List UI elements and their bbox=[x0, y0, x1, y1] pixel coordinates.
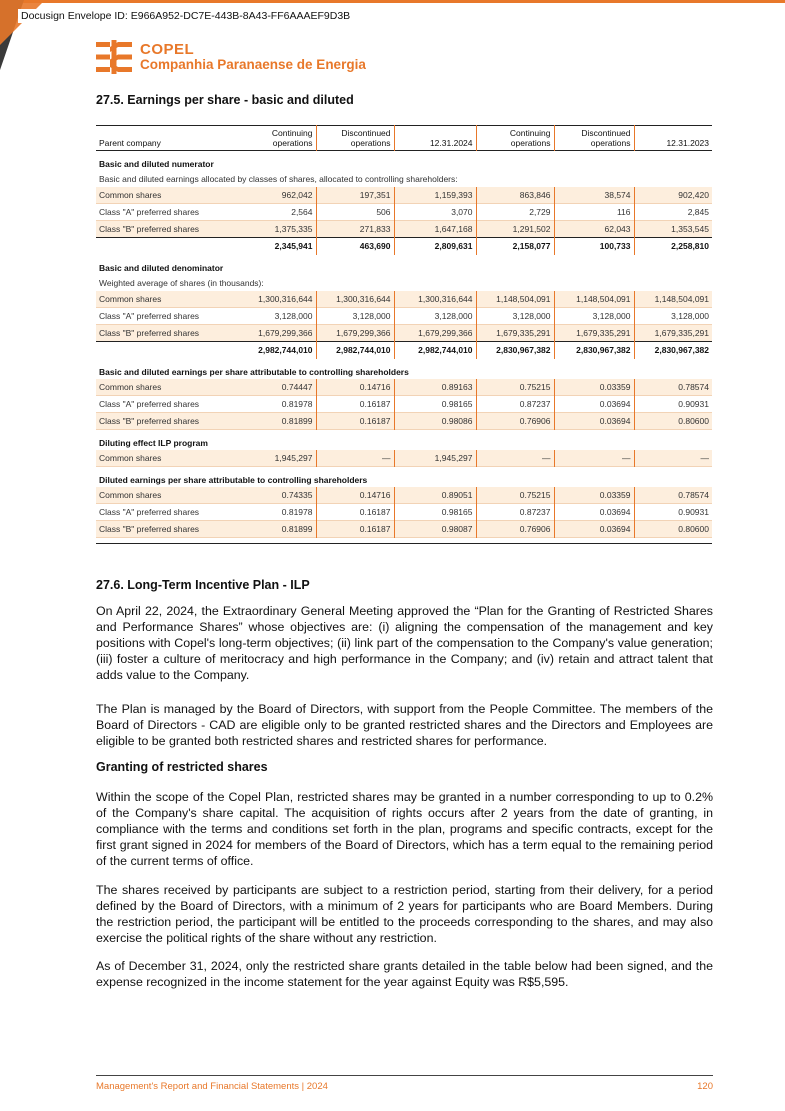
col-header: Continuing operations bbox=[250, 126, 316, 151]
group-title-row bbox=[96, 467, 712, 487]
cell-value: 1,353,545 bbox=[634, 221, 712, 238]
cell-value: 0.78574 bbox=[634, 487, 712, 504]
group-note: Weighted average of shares (in thousands): bbox=[99, 277, 264, 288]
cell-value: 0.98165 bbox=[394, 504, 476, 521]
cell-value: 1,148,504,091 bbox=[476, 291, 554, 308]
cell-value: 0.16187 bbox=[316, 396, 394, 413]
table-row bbox=[96, 325, 712, 342]
paragraph: As of December 31, 2024, only the restricted share grants detailed in the table below had been signed, and the expense recognized in the income statement for the year against Equity was R$5,595. bbox=[96, 959, 713, 989]
cell-value: 1,159,393 bbox=[394, 187, 476, 204]
cell-value: — bbox=[554, 450, 634, 467]
eps-table bbox=[96, 125, 712, 544]
cell-value: 1,300,316,644 bbox=[394, 291, 476, 308]
cell-value: 2,845 bbox=[687, 207, 709, 217]
cell-value: 1,300,316,644 bbox=[250, 291, 316, 308]
page-number: 120 bbox=[697, 1081, 713, 1092]
group-title-row bbox=[96, 359, 712, 379]
row-label: Class "B" preferred shares bbox=[96, 325, 250, 342]
footer-title: Management's Report and Financial Statements | 2024 bbox=[96, 1081, 328, 1092]
cell-value: 0.14716 bbox=[316, 487, 394, 504]
cell-value: 0.80600 bbox=[634, 413, 712, 430]
section-title-27-6: 27.6. Long-Term Incentive Plan - ILP bbox=[96, 578, 310, 592]
cell-value: 962,042 bbox=[250, 187, 316, 204]
cell-value: 1,300,316,644 bbox=[316, 291, 394, 308]
cell-value: 902,420 bbox=[634, 187, 712, 204]
table-row bbox=[96, 221, 712, 238]
cell-value: 1,375,335 bbox=[250, 221, 316, 238]
cell-value: 197,351 bbox=[316, 187, 394, 204]
cell-value: 0.16187 bbox=[316, 413, 394, 430]
table-row bbox=[96, 521, 712, 538]
cell-value: 1,647,168 bbox=[394, 221, 476, 238]
cell-value: 1,679,299,366 bbox=[250, 325, 316, 342]
group-title: Diluting effect ILP program bbox=[99, 437, 208, 448]
note-row bbox=[96, 275, 712, 291]
cell-value: 3,070 bbox=[394, 204, 476, 221]
group-title-row bbox=[96, 255, 712, 275]
table-row bbox=[96, 291, 712, 308]
cell-value: 0.81978 bbox=[250, 504, 316, 521]
row-label: Common shares bbox=[96, 187, 250, 204]
cell-value: 3,128,000 bbox=[250, 308, 316, 325]
table-header-row bbox=[96, 126, 712, 151]
cell-value: 0.87237 bbox=[476, 396, 554, 413]
cell-value: 0.98165 bbox=[394, 396, 476, 413]
cell-value: 0.75215 bbox=[476, 379, 554, 396]
table-row bbox=[96, 342, 712, 359]
cell-value: 506 bbox=[316, 204, 394, 221]
cell-value: 1,679,299,366 bbox=[316, 325, 394, 342]
table-row bbox=[96, 487, 712, 504]
cell-value: 2,982,744,010 bbox=[250, 342, 316, 359]
group-title-row bbox=[96, 151, 712, 171]
cell-value: 0.76906 bbox=[476, 413, 554, 430]
group-title: Diluted earnings per share attributable to controlling shareholders bbox=[99, 474, 368, 485]
col-header: 12.31.2023 bbox=[666, 138, 709, 148]
group-title-row bbox=[96, 430, 712, 450]
col-header: Discontinued operations bbox=[316, 126, 394, 151]
copel-logo bbox=[96, 40, 366, 74]
cell-value: 0.03359 bbox=[554, 379, 634, 396]
cell-value: 863,846 bbox=[476, 187, 554, 204]
cell-value: 0.98087 bbox=[394, 521, 476, 538]
cell-value: 0.89163 bbox=[394, 379, 476, 396]
cell-value: 1,291,502 bbox=[476, 221, 554, 238]
row-label: Class "A" preferred shares bbox=[99, 311, 200, 321]
cell-value: 0.16187 bbox=[316, 504, 394, 521]
cell-value: 2,809,631 bbox=[394, 238, 476, 255]
cell-value: — bbox=[476, 450, 554, 467]
cell-value: 2,982,744,010 bbox=[316, 342, 394, 359]
table-row bbox=[96, 204, 712, 221]
col-header: Parent company bbox=[99, 138, 161, 148]
cell-value: 3,128,000 bbox=[671, 311, 709, 321]
cell-value: 0.14716 bbox=[316, 379, 394, 396]
logo-wordmark: COPEL bbox=[140, 41, 195, 58]
footer-divider bbox=[96, 1075, 713, 1076]
table-row bbox=[96, 413, 712, 430]
cell-value: 3,128,000 bbox=[554, 308, 634, 325]
cell-value: — bbox=[316, 450, 394, 467]
cell-value: — bbox=[634, 450, 712, 467]
cell-value: 3,128,000 bbox=[316, 308, 394, 325]
paragraph: On April 22, 2024, the Extraordinary General Meeting approved the “Plan for the Granting of Restricted Shares and Performance Shares” whose objectives are: (i) aligning the compensation of the management and key positions with Copel's long-term objectives; (ii) link part of the compensation to the Company's value generation; (iii) foster a culture of meritocracy and high performance in the Company; and (iv) retain and attract talent that adds value to the Company. bbox=[96, 604, 713, 682]
cell-value: 0.87237 bbox=[476, 504, 554, 521]
table-row bbox=[96, 504, 712, 521]
cell-value: 1,679,299,366 bbox=[394, 325, 476, 342]
cell-value: 1,679,335,291 bbox=[634, 325, 712, 342]
cell-value: 2,729 bbox=[476, 204, 554, 221]
table-end-rule bbox=[96, 538, 712, 544]
col-header: Continuing operations bbox=[476, 126, 554, 151]
cell-value: 0.76906 bbox=[476, 521, 554, 538]
cell-value: 2,564 bbox=[250, 204, 316, 221]
row-label: Common shares bbox=[96, 379, 250, 396]
row-label: Class "A" preferred shares bbox=[99, 399, 200, 409]
cell-value: 3,128,000 bbox=[394, 308, 476, 325]
top-accent-line bbox=[0, 0, 785, 3]
row-label: Common shares bbox=[96, 487, 250, 504]
table-row bbox=[96, 379, 712, 396]
row-label: Class "A" preferred shares bbox=[99, 507, 200, 517]
row-label: Common shares bbox=[96, 291, 250, 308]
cell-value: 0.98086 bbox=[394, 413, 476, 430]
paragraph: The shares received by participants are subject to a restriction period, starting from their delivery, for a period defined by the Board of Directors, with a minimum of 2 years for participants who are Board Members. During the restriction period, the participant will be entitled to the proceeds corresponding to the shares, and may also exercise the political rights of the share without any restriction. bbox=[96, 883, 713, 945]
cell-value: 0.90931 bbox=[678, 399, 709, 409]
paragraph: The Plan is managed by the Board of Directors, with support from the People Committee. The members of the Board of Directors - CAD are eligible only to be granted restricted shares and the Directors and Employees are eligible to be granted both restricted shares and restricted shares for performance. bbox=[96, 702, 713, 748]
cell-value: 0.89051 bbox=[394, 487, 476, 504]
cell-value: 0.81978 bbox=[250, 396, 316, 413]
paragraph: Within the scope of the Copel Plan, restricted shares may be granted in a number corresponding to up to 0.2% of the Company's share capital. The acquisition of rights occurs after 2 years from the date of granting, in compliance with the terms and conditions set forth in the plan, programs and specific contracts, except for the first grant signed in 2024 for members of the Board of Directors, which has a term equal to the remaining period of the current terms of office. bbox=[96, 790, 713, 868]
table-row bbox=[96, 308, 712, 325]
cell-value: 3,128,000 bbox=[476, 308, 554, 325]
row-label bbox=[96, 342, 250, 359]
group-title: Basic and diluted denominator bbox=[99, 262, 224, 273]
cell-value: 0.03694 bbox=[554, 504, 634, 521]
cell-value: 2,158,077 bbox=[476, 238, 554, 255]
cell-value: 62,043 bbox=[554, 221, 634, 238]
col-header: 12.31.2024 bbox=[394, 126, 476, 151]
cell-value: 116 bbox=[554, 204, 634, 221]
cell-value: 463,690 bbox=[316, 238, 394, 255]
cell-value: 0.74335 bbox=[250, 487, 316, 504]
footer bbox=[96, 1081, 713, 1092]
subheading: Granting of restricted shares bbox=[96, 760, 268, 774]
cell-value: 0.81899 bbox=[250, 521, 316, 538]
cell-value: 271,833 bbox=[316, 221, 394, 238]
cell-value: 0.03694 bbox=[554, 396, 634, 413]
table-body bbox=[96, 151, 712, 544]
note-row bbox=[96, 171, 712, 187]
cell-value: 0.16187 bbox=[316, 521, 394, 538]
cell-value: 0.80600 bbox=[634, 521, 712, 538]
group-note: Basic and diluted earnings allocated by classes of shares, allocated to controlling shareholders: bbox=[99, 173, 458, 184]
cell-value: 2,982,744,010 bbox=[394, 342, 476, 359]
cell-value: 1,679,335,291 bbox=[554, 325, 634, 342]
cell-value: 1,148,504,091 bbox=[554, 291, 634, 308]
row-label: Class "B" preferred shares bbox=[96, 413, 250, 430]
cell-value: 38,574 bbox=[554, 187, 634, 204]
cell-value: 0.03359 bbox=[554, 487, 634, 504]
table-row bbox=[96, 187, 712, 204]
cell-value: 100,733 bbox=[554, 238, 634, 255]
section-title-27-5: 27.5. Earnings per share - basic and diluted bbox=[96, 93, 354, 107]
row-label: Class "B" preferred shares bbox=[96, 521, 250, 538]
row-label bbox=[96, 238, 250, 255]
cell-value: 1,945,297 bbox=[250, 450, 316, 467]
docusign-envelope-id: Docusign Envelope ID: E966A952-DC7E-443B-8A43-FF6AAAEF9D3B bbox=[18, 9, 353, 23]
cell-value: 2,830,967,382 bbox=[476, 342, 554, 359]
cell-value: 0.03694 bbox=[554, 521, 634, 538]
col-header: Discontinued operations bbox=[554, 126, 634, 151]
cell-value: 0.90931 bbox=[678, 507, 709, 517]
table-row bbox=[96, 238, 712, 255]
cell-value: 0.74447 bbox=[250, 379, 316, 396]
cell-value: 0.03694 bbox=[554, 413, 634, 430]
cell-value: 0.78574 bbox=[634, 379, 712, 396]
row-label: Common shares bbox=[96, 450, 250, 467]
cell-value: 2,830,967,382 bbox=[634, 342, 712, 359]
cell-value: 0.75215 bbox=[476, 487, 554, 504]
copel-logo-icon bbox=[96, 40, 132, 74]
cell-value: 2,830,967,382 bbox=[554, 342, 634, 359]
cell-value: 1,679,335,291 bbox=[476, 325, 554, 342]
cell-value: 1,945,297 bbox=[394, 450, 476, 467]
row-label: Class "A" preferred shares bbox=[99, 207, 200, 217]
group-title: Basic and diluted earnings per share attributable to controlling shareholders bbox=[99, 366, 409, 377]
row-label: Class "B" preferred shares bbox=[96, 221, 250, 238]
cell-value: 2,345,941 bbox=[250, 238, 316, 255]
cell-value: 0.81899 bbox=[250, 413, 316, 430]
cell-value: 2,258,810 bbox=[634, 238, 712, 255]
group-title: Basic and diluted numerator bbox=[99, 158, 214, 169]
table-row bbox=[96, 396, 712, 413]
table-row bbox=[96, 450, 712, 467]
cell-value: 1,148,504,091 bbox=[634, 291, 712, 308]
logo-company-name: Companhia Paranaense de Energia bbox=[140, 57, 366, 72]
